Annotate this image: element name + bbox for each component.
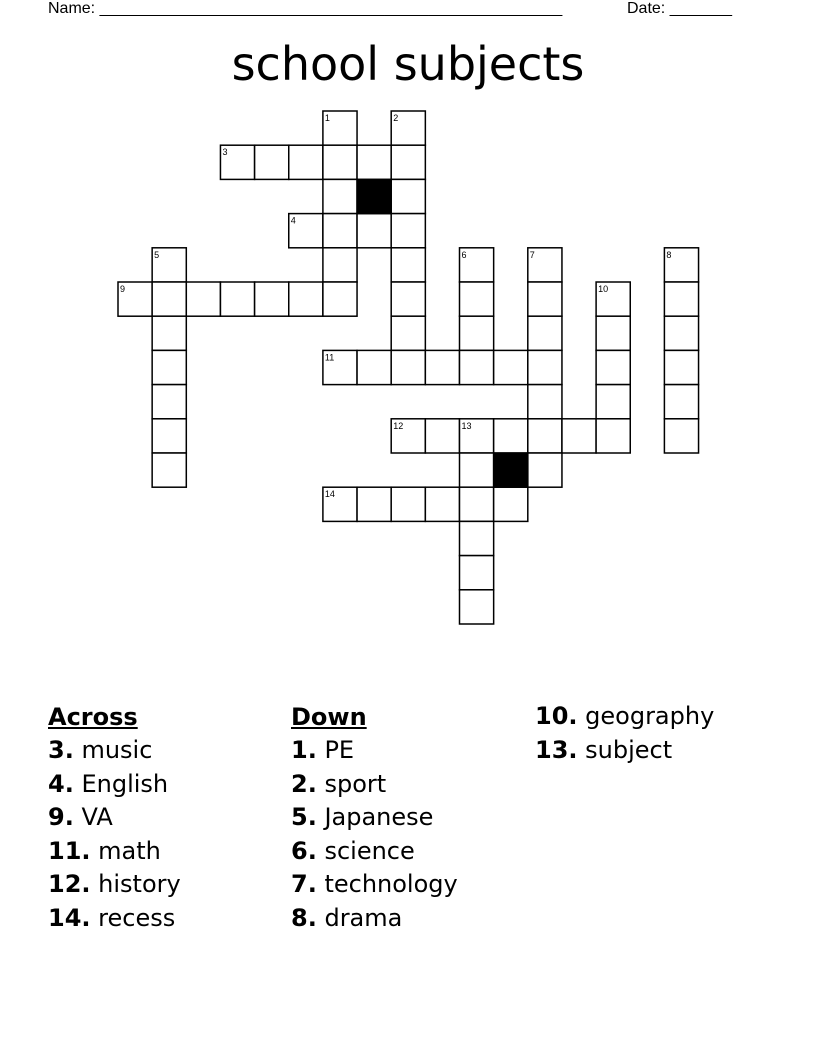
clue-text: subject [577, 735, 673, 764]
grid-cell[interactable] [152, 350, 186, 384]
grid-cell[interactable] [460, 316, 494, 350]
grid-cell[interactable] [528, 316, 562, 350]
clue-item [291, 868, 458, 902]
grid-cell[interactable] [460, 556, 494, 590]
date-field-label: Date: _______ [627, 0, 732, 17]
clue-item [535, 700, 714, 734]
clue-item [48, 768, 181, 802]
grid-cell[interactable] [460, 521, 494, 555]
clue-item [48, 868, 181, 902]
clue-number-label: 2 [393, 113, 399, 123]
clue-number-label: 12 [393, 420, 404, 431]
down-clues-continued [535, 700, 714, 767]
clue-number: 6. [291, 836, 317, 865]
grid-cell[interactable] [528, 385, 562, 419]
clue-text: PE [316, 736, 355, 764]
clue-text: Japanese [316, 803, 434, 831]
grid-cell[interactable] [391, 214, 425, 248]
grid-cell[interactable] [152, 419, 186, 453]
clue-number: 12. [48, 870, 91, 898]
grid-cell[interactable] [152, 316, 186, 350]
grid-cell[interactable] [152, 453, 186, 487]
grid-cell[interactable] [596, 385, 630, 419]
grid-cell[interactable] [255, 145, 289, 179]
grid-cell[interactable] [528, 350, 562, 384]
name-field-label: Name: ____________________________________________________ [48, 0, 563, 17]
grid-cell[interactable] [664, 350, 698, 384]
grid-cell[interactable] [494, 419, 528, 453]
grid-cell[interactable] [357, 145, 391, 179]
page-title: school subjects [231, 37, 585, 91]
clue-item [48, 734, 181, 768]
clue-item [535, 734, 714, 768]
clue-number-label: 4 [290, 215, 296, 226]
grid-cell[interactable] [186, 282, 220, 316]
grid-cell[interactable] [357, 487, 391, 521]
clue-item [291, 768, 458, 802]
clue-number-label: 7 [529, 249, 535, 260]
across-clues [48, 700, 181, 935]
clue-number-label: 5 [154, 249, 160, 260]
clue-item [48, 835, 181, 869]
grid-cell[interactable] [562, 419, 596, 453]
clue-number: 14. [48, 903, 91, 932]
clue-item [291, 835, 458, 869]
grid-cell[interactable] [391, 282, 425, 316]
clue-number-label: 14 [324, 489, 335, 500]
clue-number: 9. [48, 803, 74, 831]
clue-text: music [73, 736, 153, 764]
clue-text: sport [316, 769, 387, 798]
grid-cell[interactable] [460, 350, 494, 384]
grid-cell[interactable] [596, 350, 630, 384]
down-list [291, 734, 458, 935]
clue-item [291, 902, 458, 936]
clue-number-label: 13 [461, 420, 472, 431]
clue-item [48, 902, 181, 936]
grid-cell[interactable] [152, 385, 186, 419]
grid-cell[interactable] [289, 145, 323, 179]
grid-cell[interactable] [289, 282, 323, 316]
clue-item [291, 801, 458, 835]
grid-cell[interactable] [391, 179, 425, 213]
down-list-continued [535, 700, 714, 767]
clue-number: 10. [535, 702, 578, 730]
grid-cell[interactable] [528, 419, 562, 453]
clue-number: 13. [535, 735, 578, 764]
grid-cell[interactable] [425, 487, 459, 521]
grid-cell-blocked [357, 179, 391, 213]
clue-text: VA [73, 803, 113, 831]
grid-cell[interactable] [220, 282, 254, 316]
grid-cell[interactable] [528, 453, 562, 487]
grid-cell[interactable] [255, 282, 289, 316]
clue-number: 1. [291, 736, 317, 764]
clue-number-label: 11 [324, 352, 335, 363]
grid-cell[interactable] [357, 214, 391, 248]
clue-number: 3. [48, 736, 74, 764]
grid-cell[interactable] [391, 145, 425, 179]
grid-cell[interactable] [323, 248, 357, 282]
grid-cell[interactable] [664, 282, 698, 316]
across-list [48, 734, 181, 935]
grid-cell[interactable] [323, 282, 357, 316]
grid-cell[interactable] [460, 453, 494, 487]
grid-cell[interactable] [323, 145, 357, 179]
grid-cell[interactable] [664, 385, 698, 419]
grid-cell[interactable] [596, 419, 630, 453]
grid-cell[interactable] [528, 282, 562, 316]
clue-item [291, 734, 458, 768]
across-heading: Across [48, 703, 138, 731]
grid-cell[interactable] [391, 248, 425, 282]
clue-number: 11. [48, 836, 91, 865]
clue-text: recess [90, 903, 176, 932]
clue-number: 4. [48, 769, 74, 798]
clue-number: 2. [291, 769, 317, 798]
clue-text: geography [577, 702, 715, 730]
clue-number-label: 3 [222, 147, 228, 158]
grid-cell[interactable] [460, 487, 494, 521]
clue-text: drama [316, 903, 403, 932]
grid-cell[interactable] [323, 179, 357, 213]
clue-text: science [316, 836, 415, 865]
grid-cell[interactable] [425, 419, 459, 453]
clue-text: technology [316, 870, 458, 898]
grid-cell[interactable] [494, 350, 528, 384]
clue-number-label: 10 [598, 284, 609, 294]
clue-number-label: 9 [120, 284, 126, 294]
clue-text: math [90, 836, 161, 865]
down-heading: Down [291, 703, 367, 731]
grid-cell[interactable] [152, 282, 186, 316]
clue-number-label: 8 [666, 249, 672, 260]
clue-number: 8. [291, 903, 317, 932]
grid-cell[interactable] [494, 487, 528, 521]
grid-cell[interactable] [391, 316, 425, 350]
grid-cell-blocked [494, 453, 528, 487]
down-clues [291, 700, 458, 935]
clue-text: history [90, 870, 181, 898]
clue-text: English [73, 769, 169, 798]
grid-cell[interactable] [425, 350, 459, 384]
clue-item [48, 801, 181, 835]
grid-cell[interactable] [323, 214, 357, 248]
grid-cell[interactable] [391, 487, 425, 521]
clue-number-label: 6 [461, 249, 467, 260]
grid-cell[interactable] [460, 590, 494, 624]
grid-cell[interactable] [391, 350, 425, 384]
grid-cell[interactable] [596, 316, 630, 350]
clue-number-label: 1 [324, 113, 330, 123]
grid-cell[interactable] [460, 282, 494, 316]
grid-cell[interactable] [357, 350, 391, 384]
grid-cell[interactable] [664, 316, 698, 350]
clue-number: 5. [291, 803, 317, 831]
grid-cell[interactable] [664, 419, 698, 453]
clue-number: 7. [291, 870, 317, 898]
